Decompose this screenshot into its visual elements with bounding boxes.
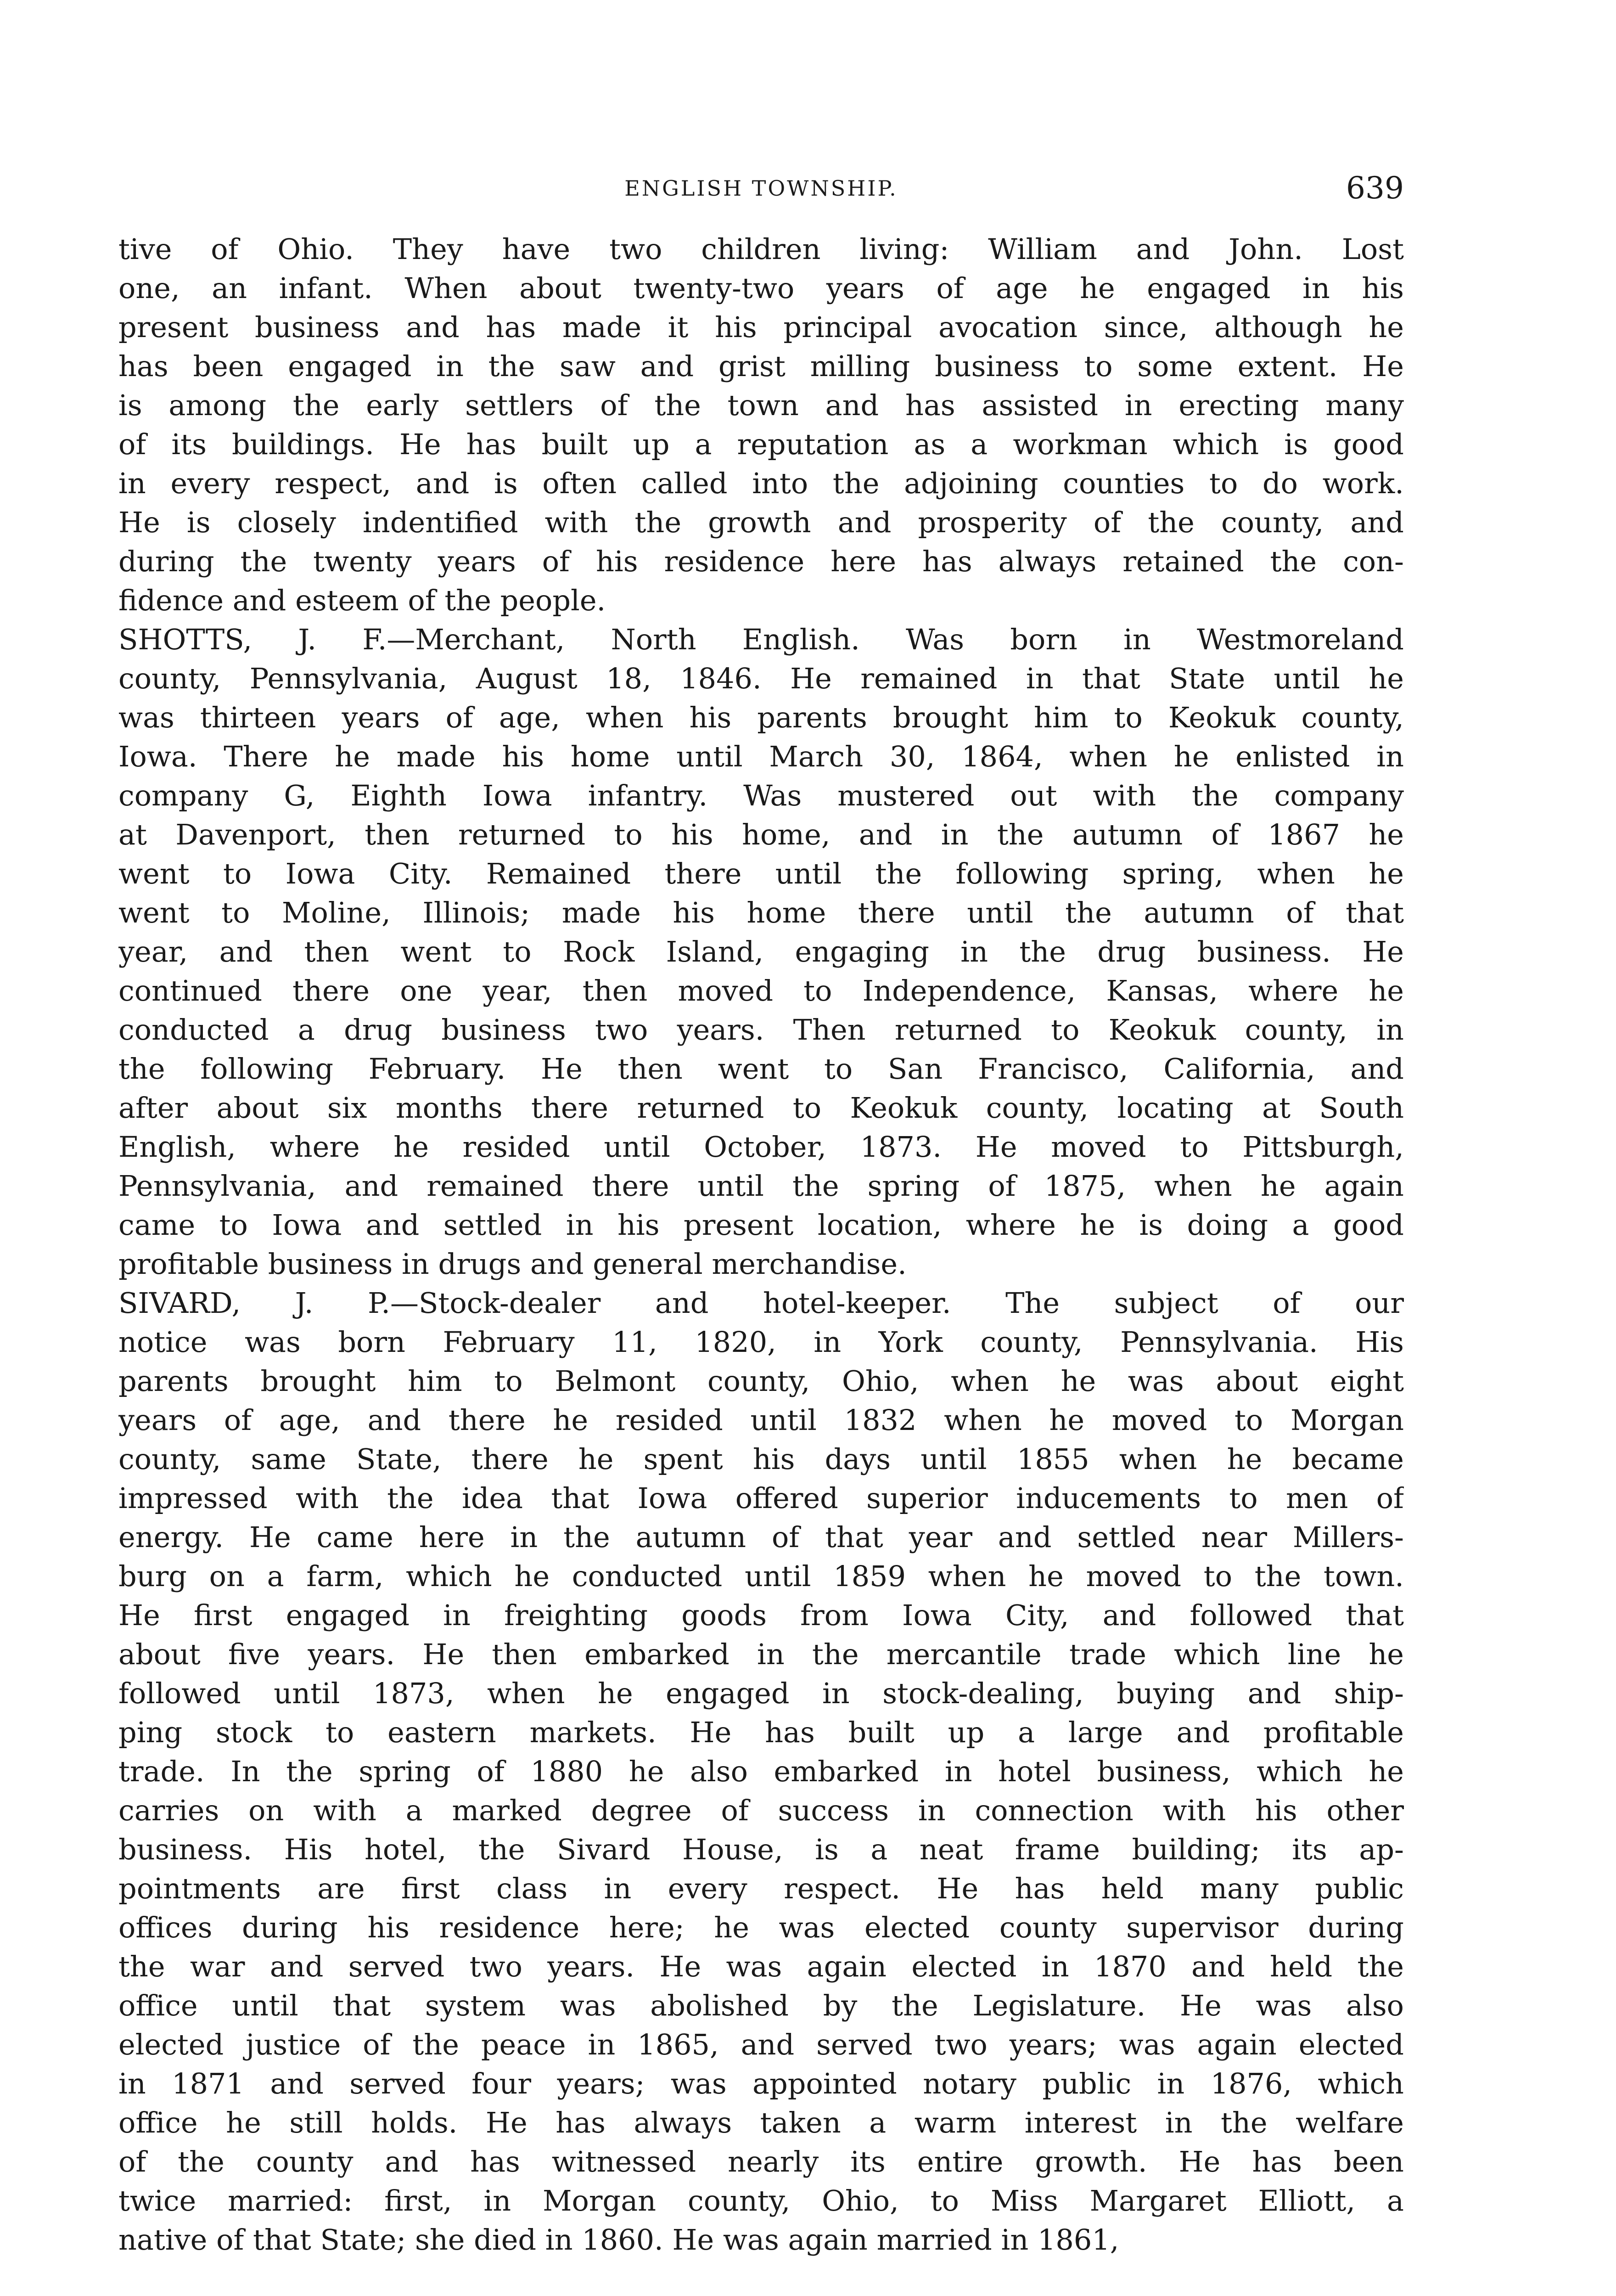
text-line: notice was born February 11, 1820, in York county, Pennsylvania. His [118,1325,1404,1359]
text-line: profitable business in drugs and general merchandise. [118,1247,907,1281]
text-line: the war and served two years. He was again elected in 1870 and held the [118,1950,1404,1983]
text-line: during the twenty years of his residence here has always retained the con- [118,545,1404,578]
text-line: at Davenport, then returned to his home, and in the autumn of 1867 he [118,818,1404,851]
text-line: business. His hotel, the Sivard House, is a neat frame building; its ap- [118,1833,1404,1866]
text-line: Iowa. There he made his home until March 30, 1864, when he enlisted in [118,740,1404,773]
text-line: years of age, and there he resided until 1832 when he moved to Morgan [118,1403,1404,1437]
running-title: ENGLISH TOWNSHIP. [624,176,898,201]
text-line: native of that State; she died in 1860. He was again married in 1861, [118,2223,1119,2257]
text-line: Pennsylvania, and remained there until the spring of 1875, when he again [118,1169,1404,1203]
text-line: about five years. He then embarked in the mercantile trade which line he [118,1638,1404,1671]
running-head [118,170,1404,207]
text-line: of its buildings. He has built up a reputation as a workman which is good [118,428,1404,461]
text-line: followed until 1873, when he engaged in stock-dealing, buying and ship- [118,1677,1404,1710]
text-line: after about six months there returned to Keokuk county, locating at South [118,1091,1404,1125]
text-line: county, Pennsylvania, August 18, 1846. He remained in that State until he [118,662,1404,695]
text-line: pointments are first class in every respect. He has held many public [118,1872,1404,1905]
text-line: trade. In the spring of 1880 he also embarked in hotel business, which he [118,1755,1404,1788]
text-line: impressed with the idea that Iowa offered superior inducements to men of [118,1481,1404,1515]
text-line: ping stock to eastern markets. He has built up a large and profitable [118,1716,1404,1749]
text-line: is among the early settlers of the town and has assisted in erecting many [118,388,1404,422]
text-line: offices during his residence here; he was elected county supervisor during [118,1911,1404,1944]
text-line: in every respect, and is often called into the adjoining counties to do work. [118,467,1404,500]
text-line: energy. He came here in the autumn of that year and settled near Millers- [118,1520,1404,1554]
text-line: burg on a farm, which he conducted until 1859 when he moved to the town. [118,1559,1404,1593]
text-line: office he still holds. He has always taken a warm interest in the welfare [118,2106,1404,2139]
text-line: has been engaged in the saw and grist milling business to some extent. He [118,349,1404,383]
text-line: office until that system was abolished by the Legislature. He was also [118,1989,1404,2022]
text-line: elected justice of the peace in 1865, and served two years; was again elected [118,2028,1404,2061]
text-line: fidence and esteem of the people. [118,584,606,617]
text-line: tive of Ohio. They have two children living: William and John. Lost [118,232,1404,266]
text-line: He is closely indentified with the growth and prosperity of the county, and [118,506,1404,539]
text-line: present business and has made it his principal avocation since, although he [118,310,1404,344]
text-line: came to Iowa and settled in his present location, where he is doing a good [118,1208,1404,1242]
text-line: was thirteen years of age, when his parents brought him to Keokuk county, [118,701,1404,734]
text-line: the following February. He then went to San Francisco, California, and [118,1052,1404,1086]
text-line: continued there one year, then moved to Independence, Kansas, where he [118,974,1404,1007]
text-line: English, where he resided until October, 1873. He moved to Pittsburgh, [118,1130,1404,1164]
text-line: SIVARD, J. P.—Stock-dealer and hotel-keeper. The subject of our [118,1286,1404,1320]
text-line: conducted a drug business two years. Then returned to Keokuk county, in [118,1013,1404,1047]
text-line: of the county and has witnessed nearly its entire growth. He has been [118,2145,1404,2178]
text-line: went to Moline, Illinois; made his home there until the autumn of that [118,896,1404,929]
text-line: one, an infant. When about twenty-two years of age he engaged in his [118,271,1404,305]
text-line: company G, Eighth Iowa infantry. Was mustered out with the company [118,779,1404,812]
text-line: carries on with a marked degree of success in connection with his other [118,1794,1404,1827]
text-line: SHOTTS, J. F.—Merchant, North English. Was born in Westmoreland [118,623,1404,656]
text-line: twice married: first, in Morgan county, Ohio, to Miss Margaret Elliott, a [118,2184,1404,2217]
text-line: county, same State, there he spent his days until 1855 when he became [118,1442,1404,1476]
text-line: He first engaged in freighting goods from Iowa City, and followed that [118,1598,1404,1632]
page-number: 639 [1346,170,1404,206]
body-text [118,230,1404,2259]
text-line: year, and then went to Rock Island, engaging in the drug business. He [118,935,1404,968]
text-line: parents brought him to Belmont county, Ohio, when he was about eight [118,1364,1404,1398]
text-line: in 1871 and served four years; was appointed notary public in 1876, which [118,2067,1404,2100]
text-line: went to Iowa City. Remained there until the following spring, when he [118,857,1404,890]
